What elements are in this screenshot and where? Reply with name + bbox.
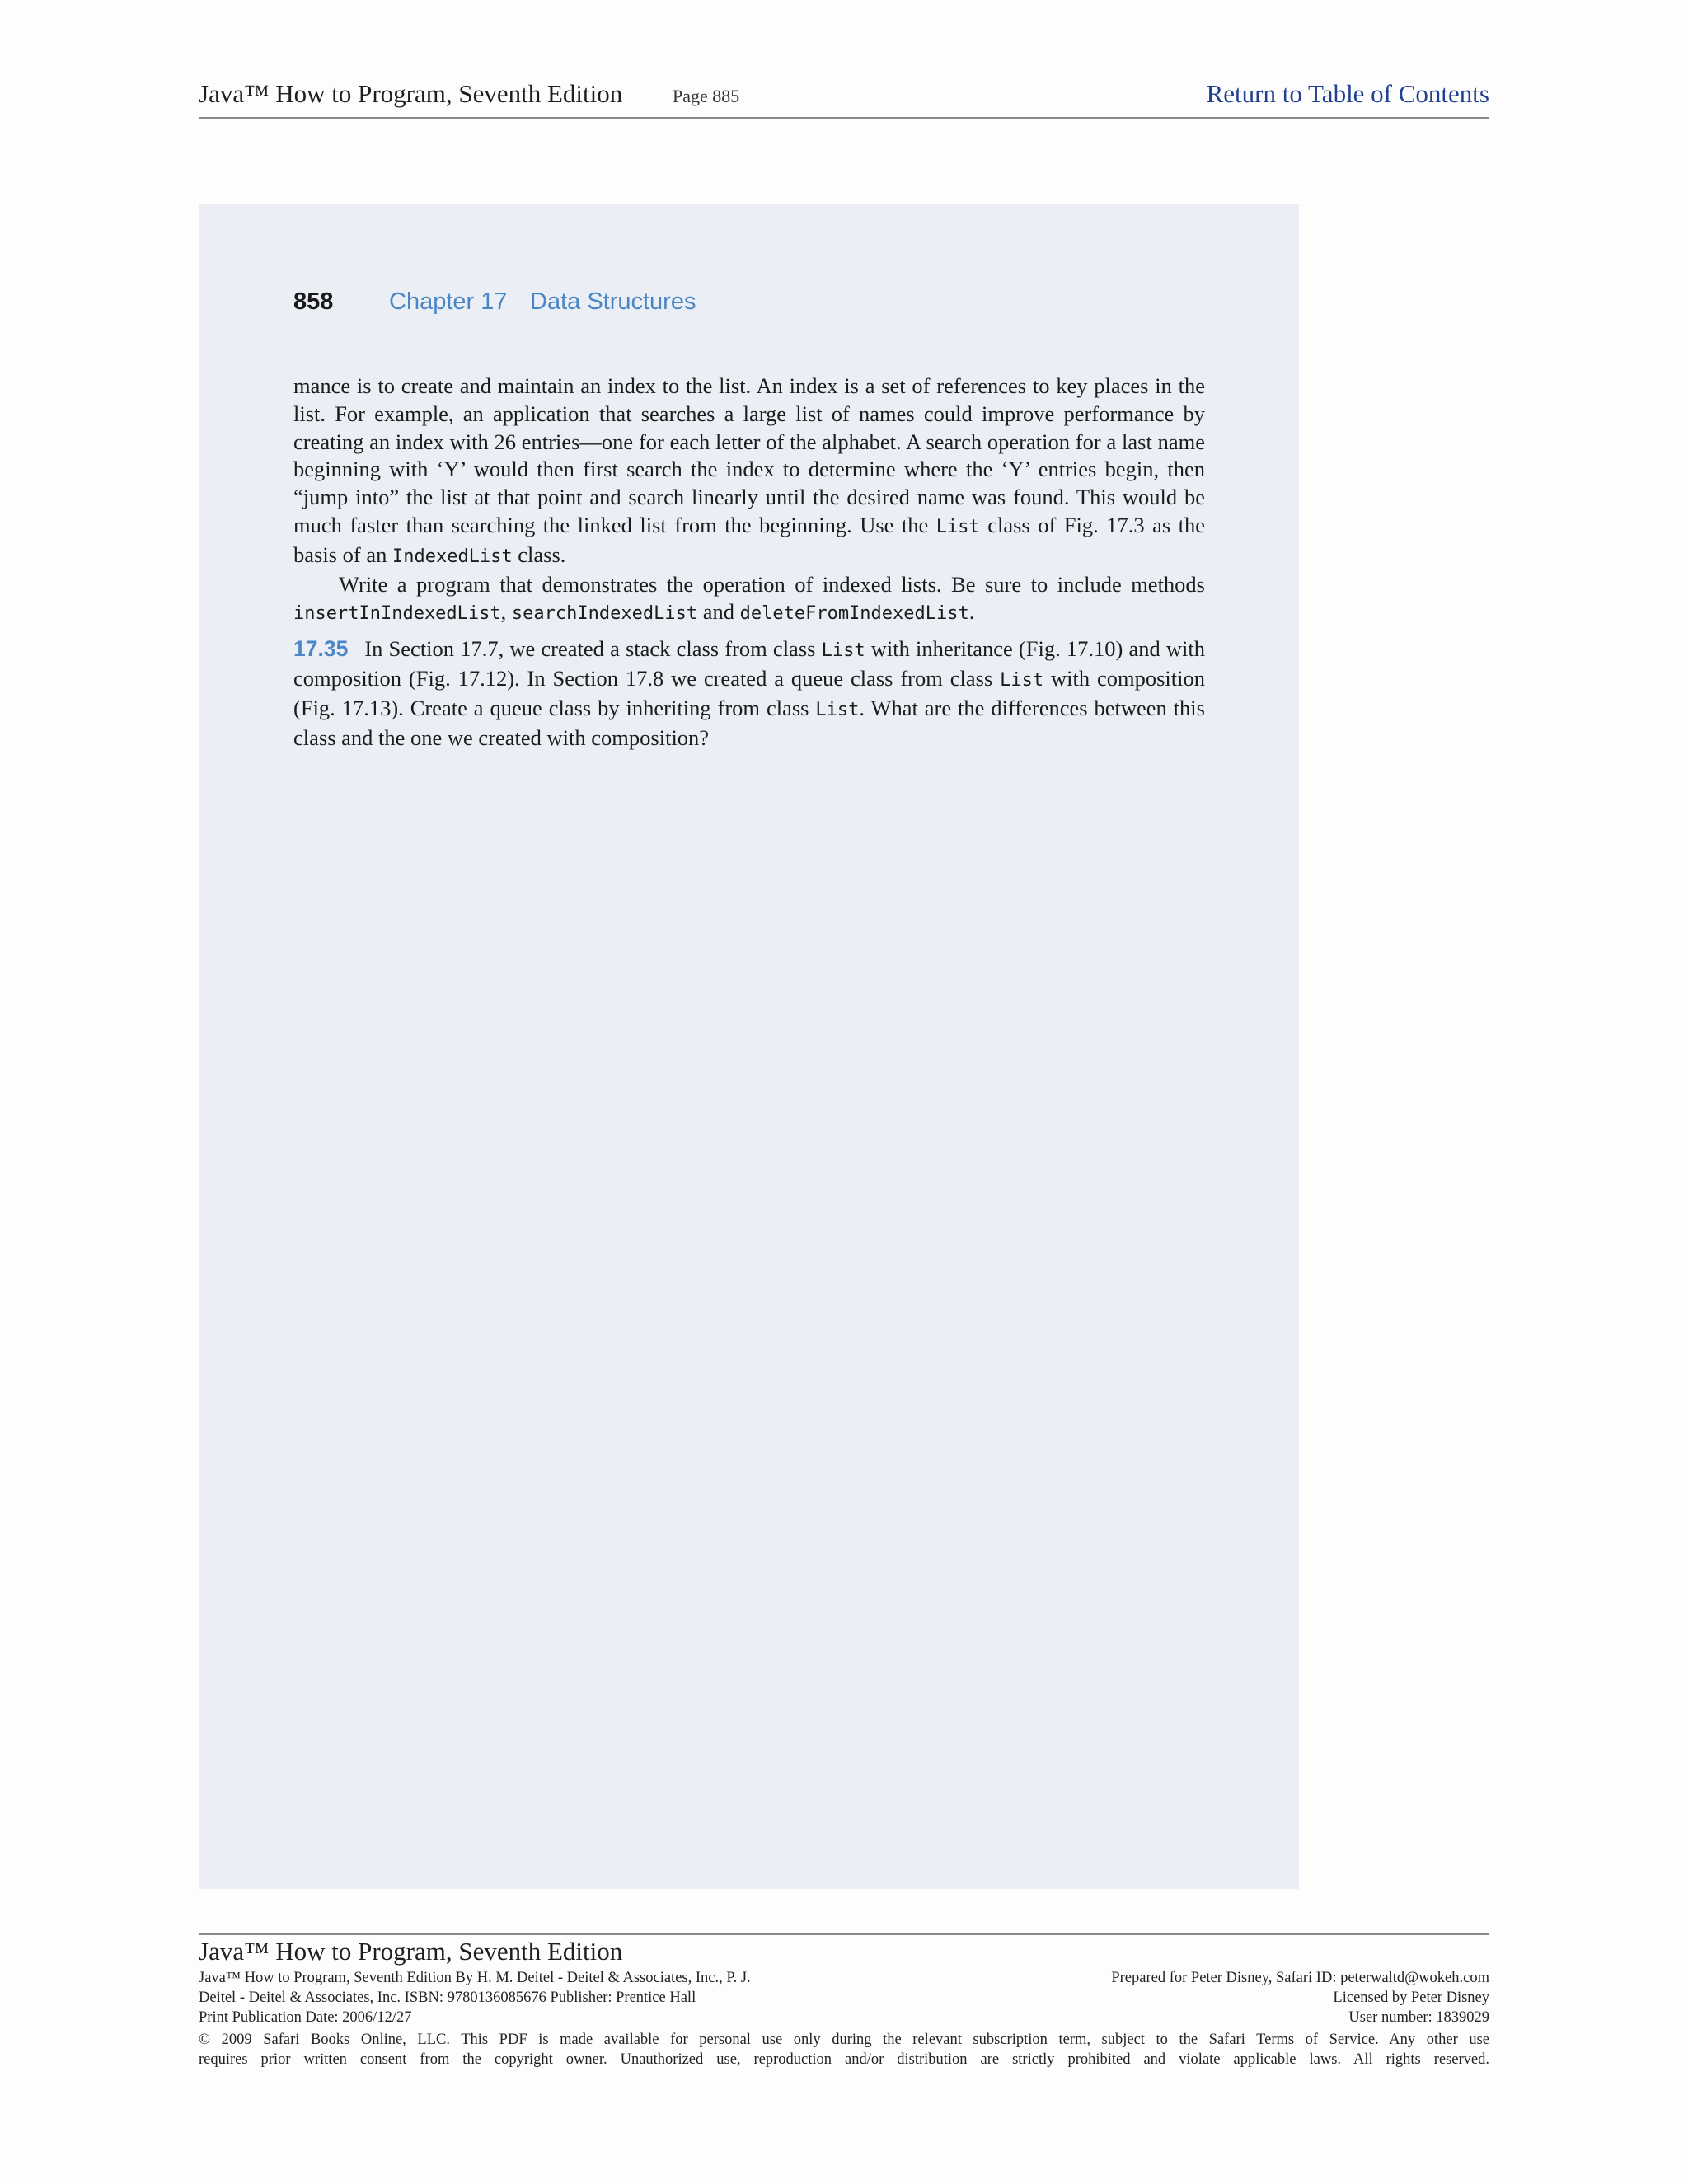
footer-authors: Java™ How to Program, Seventh Edition By H. M. Deitel - Deitel & Associates, Inc., P. J. <box>199 1970 751 1986</box>
code-search-method: searchIndexedList <box>511 603 698 625</box>
header-page-label: Page 885 <box>673 86 740 106</box>
running-head-page-number: 858 <box>293 288 334 315</box>
exercise-item: 17.35 In Section 17.7, we created a stack class from class List with inheritance (Fig. 17.10) and with composition (Fig. 17.12). In Section 17.8 we created a queue class from class List with composition (Fig. 17.13). Create a queue class by inheriting from class List. What are the differences between this class and the one we created with composition? <box>293 636 1206 750</box>
page-body <box>293 373 1205 752</box>
footer-isbn: Deitel - Deitel & Associates, Inc. ISBN: 9780136085676 Publisher: Prentice Hall <box>199 1990 696 2006</box>
footer-prepared-for: Prepared for Peter Disney, Safari ID: peterwaltd@wokeh.com <box>1111 1970 1489 1986</box>
page-footer <box>199 1933 1489 2068</box>
code-insert-method: insertInIndexedList <box>293 603 501 625</box>
header-book-title: Java™ How to Program, Seventh Edition <box>199 79 623 108</box>
code-delete-method: deleteFromIndexedList <box>739 603 969 625</box>
footer-publication-date: Print Publication Date: 2006/12/27 <box>199 2009 412 2026</box>
paragraph-program-task: Write a program that demonstrates the operation of indexed lists. Be sure to include methods insertInIndexedList, searchIndexedList and deleteFromIndexedList. <box>293 571 1205 625</box>
exercise-number: 17.35 <box>293 636 349 662</box>
return-to-toc-link[interactable]: Return to Table of Contents <box>1206 79 1489 108</box>
page-header <box>199 79 1489 119</box>
code-indexedlist: IndexedList <box>392 546 513 567</box>
book-page <box>199 204 1299 1889</box>
running-head-title: Data Structures <box>530 288 696 315</box>
running-head-chapter: Chapter 17 <box>389 288 508 315</box>
code-list: List <box>935 516 980 537</box>
footer-user-number: User number: 1839029 <box>1348 2009 1489 2026</box>
footer-copyright: © 2009 Safari Books Online, LLC. This PDF is made available for personal use only during the relevant subscription term, subject to the Safari Terms of Service. Any other use requires prior written consent from the copyright owner. Unauthorized use, reproduction and/or distribution are strictly prohibited and violate applicable laws. All rights reserved. <box>199 2032 1489 2068</box>
paragraph-indexed-lists: mance is to create and maintain an index to the list. An index is a set of references to key places in the list. For example, an application that searches a large list of names could improve performance by creating an index with 26 entries—one for each letter of the alphabet. A search operation for a last name beginning with ‘Y’ would then first search the index to determine where the ‘Y’ entries begin, then “jump into” the list at that point and search linearly until the desired name was found. This would be much faster than searching the linked list from the beginning. Use the List class of Fig. 17.3 as the basis of an IndexedList class. <box>293 373 1206 567</box>
footer-book-title: Java™ How to Program, Seventh Edition <box>199 1937 623 1966</box>
footer-licensed-by: Licensed by Peter Disney <box>1333 1990 1489 2006</box>
